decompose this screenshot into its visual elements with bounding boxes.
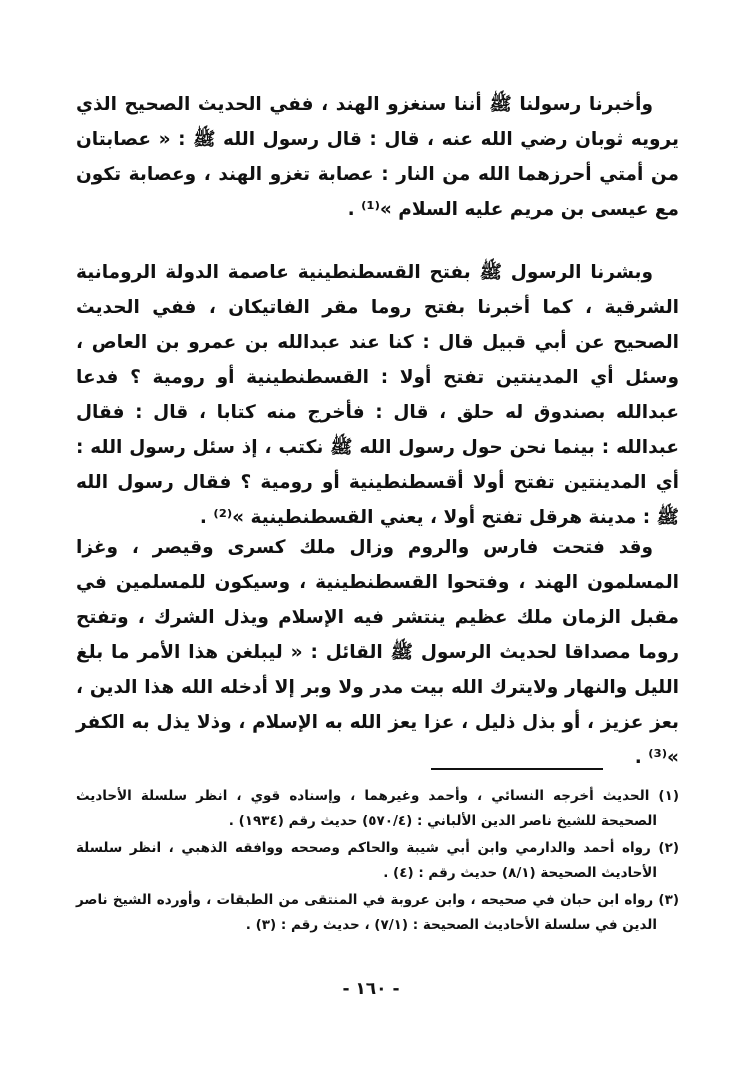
footnote-1: (١) الحديث أخرجه النسائي ، وأحمد وغيرهما ، وإسناده قوي ، انظر سلسلة الأحاديث الصحيحة للشيخ ناصر الدين الألباني : (٥٧٠/٤) حديث رقم (١٩٣٤) . [76, 788, 679, 829]
body-paragraph [76, 87, 679, 227]
body-paragraph [76, 530, 679, 775]
footnotes [76, 784, 679, 940]
paragraph-1-text: وأخبرنا رسولنا ﷺ أننا سنغزو الهند ، ففي الحديث الصحيح الذي يرويه ثوبان رضي الله عنه ، قال : قال رسول الله ﷺ : « عصابتان من أمتي أحرزهما الله من النار : عصابة تغزو الهند ، وعصابة تكون مع عيسى بن مريم عليه السلام »⁽¹⁾ . [76, 94, 679, 220]
footnote-2: (٢) رواه أحمد والدارمي وابن أبي شيبة والحاكم وصححه ووافقه الذهبي ، انظر سلسلة الأحاديث الصحيحة (٨/١) حديث رقم : (٤) . [76, 840, 679, 881]
body-paragraph [76, 255, 679, 535]
paragraph-3-text: وقد فتحت فارس والروم وزال ملك كسرى وقيصر ، وغزا المسلمون الهند ، وفتحوا القسطنطينية ، وسيكون للمسلمين في مقبل الزمان ملك عظيم ينتشر فيه الإسلام ويذل الشرك ، وتفتح روما مصداقا لحديث الرسول ﷺ القائل : « ليبلغن هذا الأمر ما بلغ الليل والنهار ولايترك الله بيت مدر ولا وبر إلا أدخله الله هذا الدين ، بعز عزيز ، أو بذل ذليل ، عزا يعز الله به الإسلام ، وذلا يذل به الكفر »⁽³⁾ . [76, 537, 679, 768]
footnote-separator [431, 768, 603, 770]
page-number: - ١٦٠ - [342, 979, 400, 999]
paragraph-2-text: وبشرنا الرسول ﷺ بفتح القسطنطينية عاصمة الدولة الرومانية الشرقية ، كما أخبرنا بفتح روما مقر الفاتيكان ، ففي الحديث الصحيح عن أبي قبيل قال : كنا عند عبدالله بن عمرو بن العاص ، وسئل أي المدينتين تفتح أولا : القسطنطينية أو رومية ؟ فدعا عبدالله بصندوق له حلق ، قال : فأخرج منه كتابا ، قال : فقال عبدالله : بينما نحن حول رسول الله ﷺ نكتب ، إذ سئل رسول الله : أي المدينتين تفتح أولا أقسطنطينية أو رومية ؟ فقال رسول الله ﷺ : مدينة هرقل تفتح أولا ، يعني القسطنطينية »⁽²⁾ . [76, 262, 679, 528]
footnote-3: (٣) رواه ابن حبان في صحيحه ، وابن عروبة في المنتقى من الطبقات ، وأورده الشيخ ناصر الدين في سلسلة الأحاديث الصحيحة : (٧/١) ، حديث رقم : (٣) . [76, 892, 679, 933]
